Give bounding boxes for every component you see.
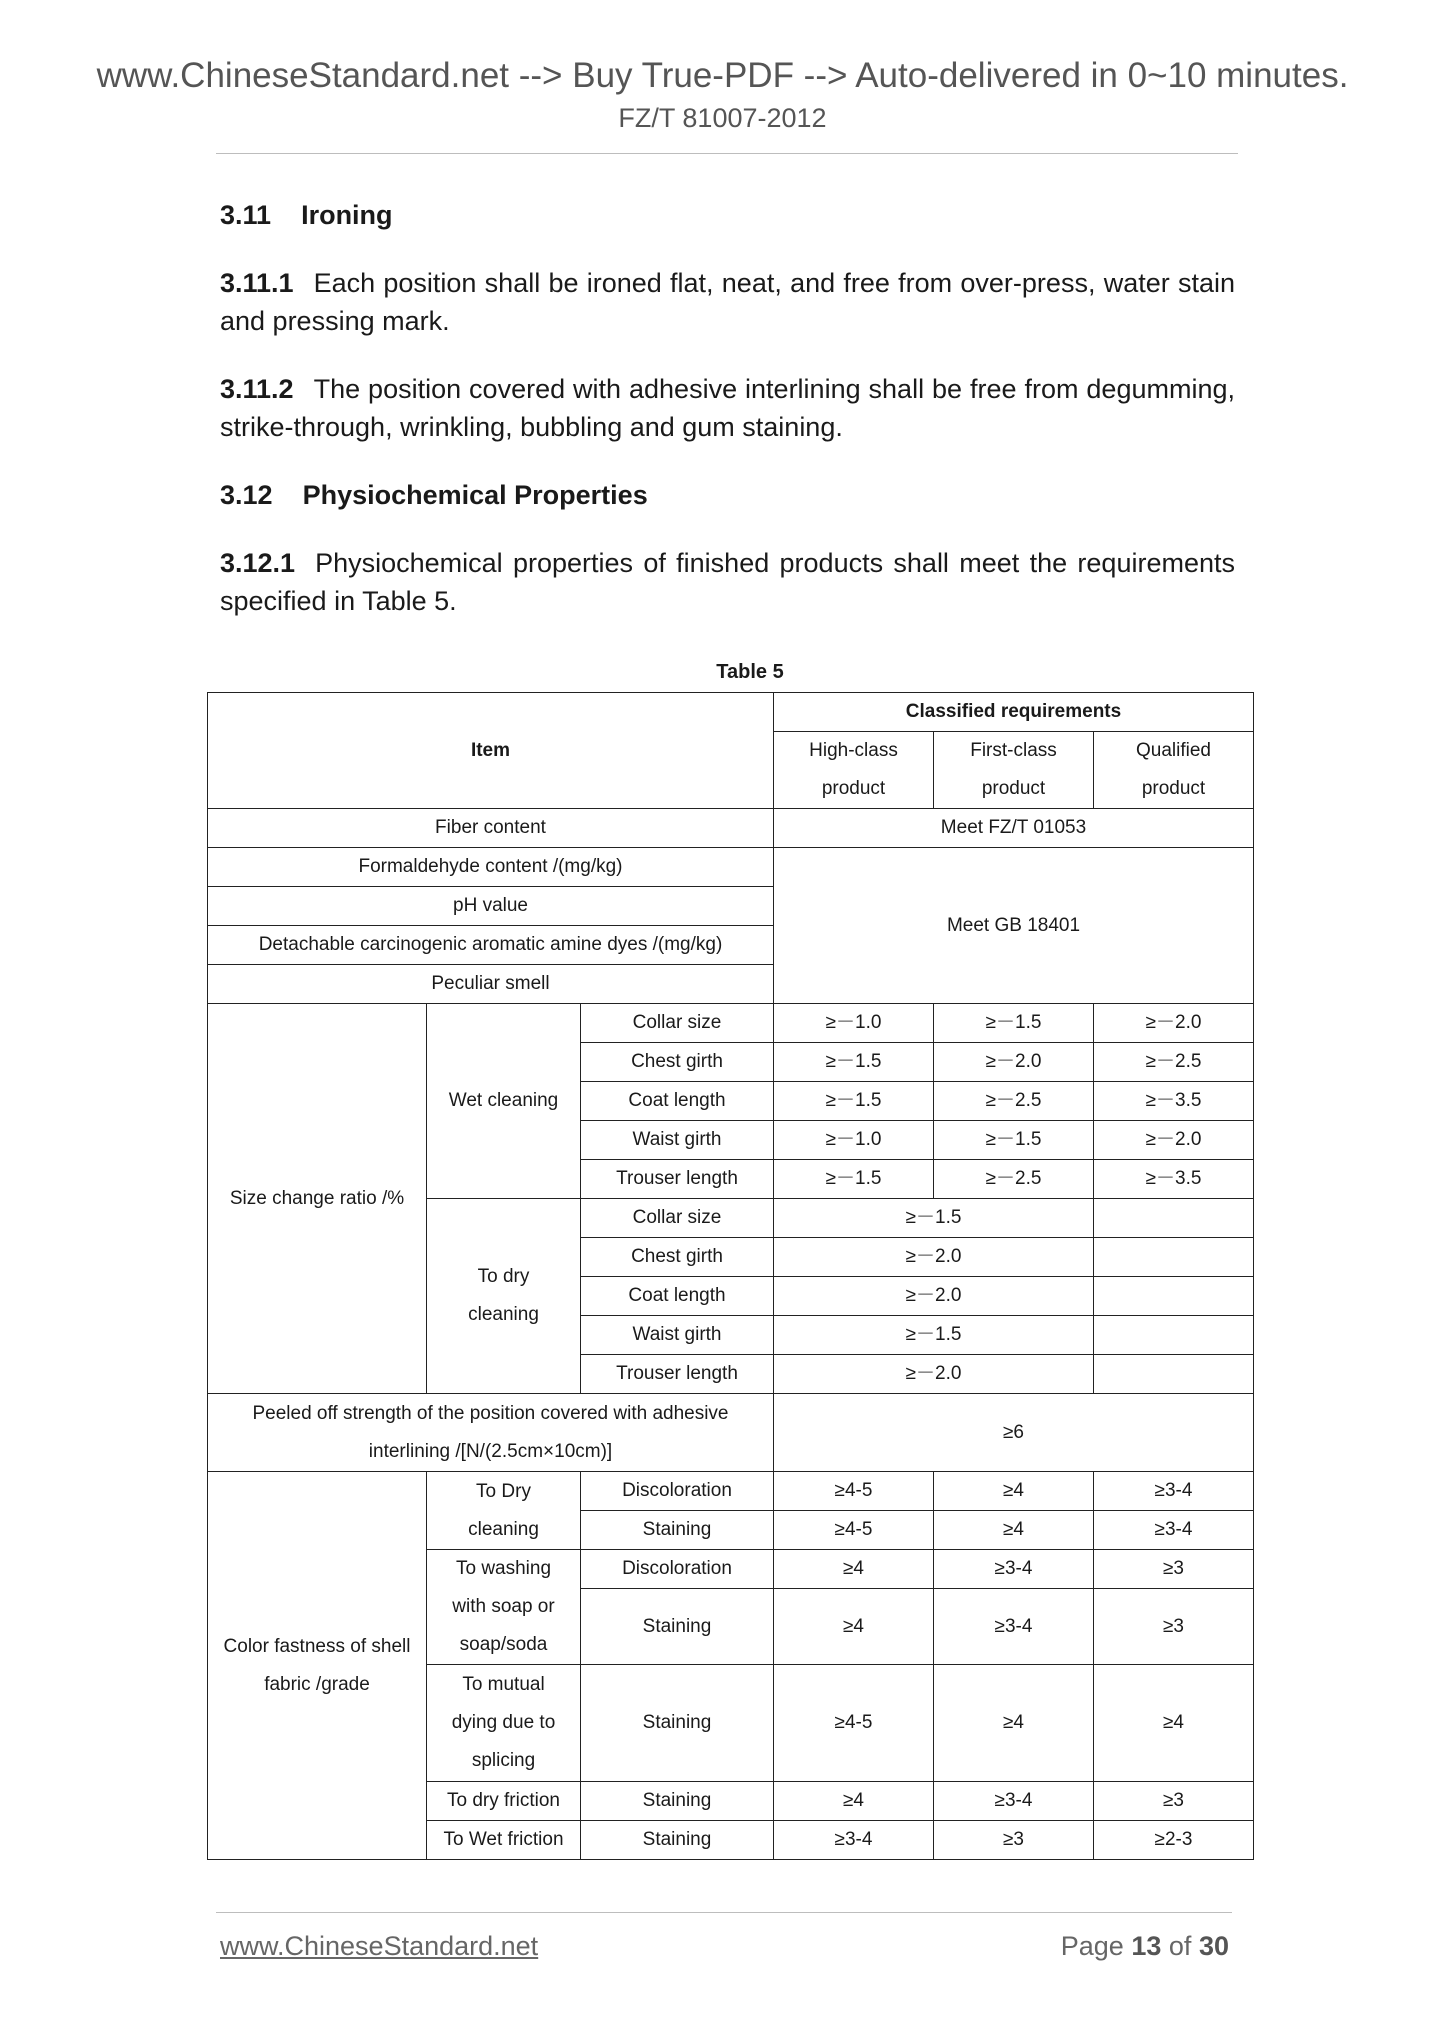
dry-item: Coat length	[581, 1277, 774, 1316]
peel-strength-label: Peeled off strength of the position covered with adhesive interlining /[N/(2.5cm×10cm)]	[208, 1394, 774, 1472]
wet-first: ≥－2.0	[934, 1043, 1094, 1082]
wet-item: Waist girth	[581, 1121, 774, 1160]
dry-cleaning-fastness-label: To Dry cleaning	[427, 1472, 581, 1550]
wet-high: ≥－1.5	[774, 1043, 934, 1082]
fastness-high: ≥3-4	[774, 1821, 934, 1860]
wet-first: ≥－1.5	[934, 1121, 1094, 1160]
dry-cleaning-label: To dry cleaning	[427, 1199, 581, 1394]
wet-qualified: ≥－2.5	[1094, 1043, 1254, 1082]
dry-qualified-empty	[1094, 1355, 1254, 1394]
header-item: Item	[208, 693, 774, 809]
clause-3-11-1	[220, 264, 1235, 340]
wet-first: ≥－2.5	[934, 1160, 1094, 1199]
dry-qualified-empty	[1094, 1316, 1254, 1355]
dry-value: ≥－2.0	[774, 1277, 1094, 1316]
doc-code: FZ/T 81007-2012	[618, 103, 827, 133]
section-title: Physiochemical Properties	[302, 480, 648, 510]
section-number: 3.11	[220, 200, 272, 230]
clause-3-12-1	[220, 544, 1235, 620]
section-title: Ironing	[301, 200, 393, 230]
wet-qualified: ≥－2.0	[1094, 1004, 1254, 1043]
gb-item: Formaldehyde content /(mg/kg)	[208, 848, 774, 887]
fastness-qualified: ≥3	[1094, 1589, 1254, 1665]
section-3-11-heading	[220, 196, 1235, 234]
dry-value: ≥－2.0	[774, 1238, 1094, 1277]
footer-divider	[216, 1912, 1232, 1913]
fastness-item: Staining	[581, 1782, 774, 1821]
header-classified: Classified requirements	[774, 693, 1254, 732]
fastness-qualified: ≥3-4	[1094, 1472, 1254, 1511]
wet-first: ≥－2.5	[934, 1082, 1094, 1121]
dry-item: Trouser length	[581, 1355, 774, 1394]
clause-text: Physiochemical properties of finished products shall meet the requirements specified in Table 5.	[220, 548, 1235, 616]
clause-text: The position covered with adhesive interlining shall be free from degumming, strike-through, wrinkling, bubbling and gum staining.	[220, 374, 1235, 442]
size-change-label: Size change ratio /%	[208, 1004, 427, 1394]
header-high-class: High-class product	[774, 732, 934, 809]
document-body	[220, 196, 1235, 650]
table-5	[207, 692, 1254, 1860]
table-title: Table 5	[716, 661, 784, 683]
wet-item: Chest girth	[581, 1043, 774, 1082]
fastness-high: ≥4-5	[774, 1665, 934, 1782]
page-number: 13	[1131, 1931, 1162, 1961]
dry-item: Collar size	[581, 1199, 774, 1238]
wet-qualified: ≥－3.5	[1094, 1160, 1254, 1199]
fastness-high: ≥4	[774, 1550, 934, 1589]
fastness-qualified: ≥2-3	[1094, 1821, 1254, 1860]
fastness-qualified: ≥4	[1094, 1665, 1254, 1782]
fiber-content-label: Fiber content	[208, 809, 774, 848]
dry-qualified-empty	[1094, 1277, 1254, 1316]
wet-item: Collar size	[581, 1004, 774, 1043]
clause-3-11-2	[220, 370, 1235, 446]
peel-strength-value: ≥6	[774, 1394, 1254, 1472]
fastness-item: Discoloration	[581, 1472, 774, 1511]
fastness-high: ≥4-5	[774, 1511, 934, 1550]
dry-value: ≥－1.5	[774, 1199, 1094, 1238]
fastness-first: ≥4	[934, 1511, 1094, 1550]
fastness-high: ≥4	[774, 1589, 934, 1665]
page-word: Page	[1060, 1931, 1124, 1961]
section-3-12-heading	[220, 476, 1235, 514]
wet-high: ≥－1.0	[774, 1004, 934, 1043]
dry-value: ≥－2.0	[774, 1355, 1094, 1394]
mutual-fastness-label: To mutual dying due to splicing	[427, 1665, 581, 1782]
gb-item: pH value	[208, 887, 774, 926]
clause-number: 3.12.1	[220, 548, 296, 578]
header-first-class: First-class product	[934, 732, 1094, 809]
fastness-first: ≥4	[934, 1472, 1094, 1511]
fastness-qualified: ≥3-4	[1094, 1511, 1254, 1550]
fastness-high: ≥4	[774, 1782, 934, 1821]
fastness-item: Staining	[581, 1511, 774, 1550]
fastness-first: ≥4	[934, 1665, 1094, 1782]
header-qualified: Qualified product	[1094, 732, 1254, 809]
wet-friction-label: To Wet friction	[427, 1821, 581, 1860]
dry-qualified-empty	[1094, 1238, 1254, 1277]
fastness-first: ≥3	[934, 1821, 1094, 1860]
of-word: of	[1168, 1931, 1192, 1961]
fastness-qualified: ≥3	[1094, 1782, 1254, 1821]
footer-link[interactable]: www.ChineseStandard.net	[220, 1931, 539, 1961]
fastness-first: ≥3-4	[934, 1550, 1094, 1589]
washing-fastness-label: To washing with soap or soap/soda	[427, 1550, 581, 1665]
gb-item: Peculiar smell	[208, 965, 774, 1004]
wet-item: Coat length	[581, 1082, 774, 1121]
clause-text: Each position shall be ironed flat, neat, and free from over-press, water stain and pressing mark.	[220, 268, 1235, 336]
header-divider	[216, 153, 1238, 154]
wet-high: ≥－1.5	[774, 1160, 934, 1199]
clause-number: 3.11.2	[220, 374, 294, 404]
gb-value: Meet GB 18401	[774, 848, 1254, 1004]
section-number: 3.12	[220, 480, 273, 510]
header-banner: www.ChineseStandard.net --> Buy True-PDF --> Auto-delivered in 0~10 minutes.	[96, 56, 1349, 95]
dry-item: Waist girth	[581, 1316, 774, 1355]
fastness-high: ≥4-5	[774, 1472, 934, 1511]
fastness-item: Staining	[581, 1589, 774, 1665]
page-indicator	[1061, 1928, 1229, 1964]
clause-number: 3.11.1	[220, 268, 294, 298]
color-fastness-label: Color fastness of shell fabric /grade	[208, 1472, 427, 1860]
gb-item: Detachable carcinogenic aromatic amine dyes /(mg/kg)	[208, 926, 774, 965]
wet-cleaning-label: Wet cleaning	[427, 1004, 581, 1199]
wet-high: ≥－1.5	[774, 1082, 934, 1121]
dry-qualified-empty	[1094, 1199, 1254, 1238]
wet-item: Trouser length	[581, 1160, 774, 1199]
wet-qualified: ≥－2.0	[1094, 1121, 1254, 1160]
fastness-item: Discoloration	[581, 1550, 774, 1589]
fastness-item: Staining	[581, 1821, 774, 1860]
fastness-first: ≥3-4	[934, 1782, 1094, 1821]
dry-item: Chest girth	[581, 1238, 774, 1277]
dry-value: ≥－1.5	[774, 1316, 1094, 1355]
fiber-content-value: Meet FZ/T 01053	[774, 809, 1254, 848]
page-total: 30	[1198, 1931, 1229, 1961]
fastness-qualified: ≥3	[1094, 1550, 1254, 1589]
fastness-item: Staining	[581, 1665, 774, 1782]
wet-high: ≥－1.0	[774, 1121, 934, 1160]
wet-qualified: ≥－3.5	[1094, 1082, 1254, 1121]
wet-first: ≥－1.5	[934, 1004, 1094, 1043]
fastness-first: ≥3-4	[934, 1589, 1094, 1665]
dry-friction-label: To dry friction	[427, 1782, 581, 1821]
